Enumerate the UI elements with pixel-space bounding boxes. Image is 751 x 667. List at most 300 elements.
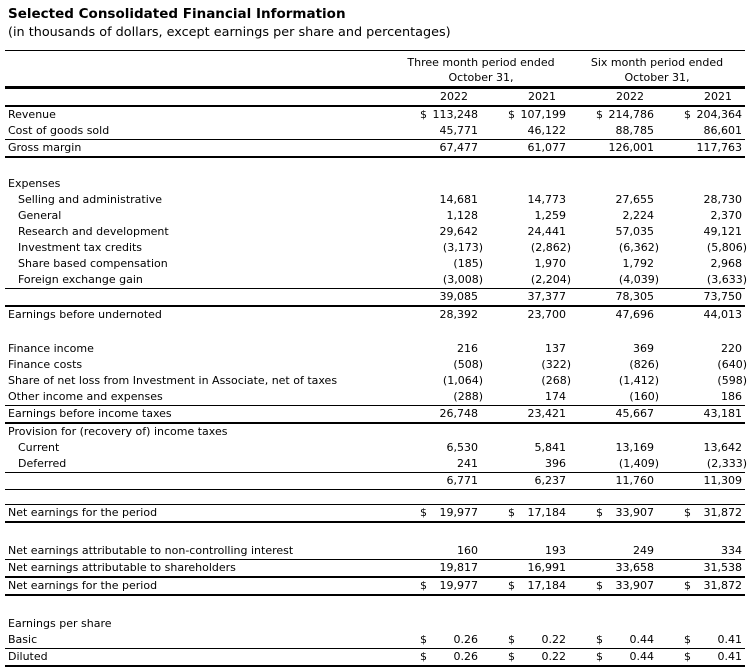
currency-symbol: $ — [684, 108, 691, 121]
value-cell — [657, 560, 745, 576]
value-cell — [569, 208, 657, 224]
value-text: 6,771 — [446, 474, 478, 487]
value-text: 1,259 — [534, 209, 566, 222]
value-cell — [657, 406, 745, 422]
value-text: 1,128 — [446, 209, 478, 222]
row-label: Revenue — [8, 108, 56, 121]
value-cell — [481, 505, 569, 521]
value-cell — [657, 389, 745, 405]
value-text: 160 — [457, 544, 478, 557]
row-label: Deferred — [18, 457, 67, 470]
value-cell — [481, 560, 569, 576]
value-cell — [481, 373, 569, 389]
value-cell — [657, 373, 745, 389]
value-text: 44,013 — [703, 308, 742, 321]
value-cell — [393, 632, 481, 648]
year-header: 2022 — [616, 90, 644, 103]
value-text: (640) — [717, 358, 747, 371]
value-cell — [657, 578, 745, 594]
value-cell — [393, 289, 481, 305]
row-label: Diluted — [8, 650, 48, 663]
value-text: 249 — [633, 544, 654, 557]
value-text: 137 — [545, 342, 566, 355]
value-cell — [569, 289, 657, 305]
value-text: 193 — [545, 544, 566, 557]
table-row — [5, 341, 745, 357]
value-text: 27,655 — [615, 193, 654, 206]
value-cell — [393, 224, 481, 240]
value-cell — [657, 341, 745, 357]
spacer-row — [5, 596, 745, 616]
value-text: 0.26 — [453, 633, 478, 646]
value-cell — [393, 424, 481, 440]
row-label: Net earnings attributable to non-controlling interest — [8, 544, 294, 557]
value-cell — [393, 406, 481, 422]
value-cell — [657, 473, 745, 489]
value-text: 67,477 — [439, 141, 478, 154]
value-cell — [393, 123, 481, 139]
value-cell — [393, 649, 481, 665]
value-text: (3,008) — [442, 273, 483, 286]
value-cell — [569, 224, 657, 240]
value-text: 1,970 — [534, 257, 566, 270]
row-label: Net earnings for the period — [8, 506, 158, 519]
value-text: 369 — [633, 342, 654, 355]
currency-symbol: $ — [684, 579, 691, 592]
value-text: 126,001 — [608, 141, 654, 154]
value-cell — [393, 473, 481, 489]
value-cell — [569, 649, 657, 665]
value-text: 1,792 — [622, 257, 654, 270]
spacer-row — [5, 158, 745, 176]
table-row — [5, 504, 745, 523]
section-header-row — [5, 176, 745, 192]
value-text: 2,968 — [710, 257, 742, 270]
table-row — [5, 473, 745, 490]
value-cell — [393, 560, 481, 576]
value-cell — [481, 208, 569, 224]
value-cell — [481, 649, 569, 665]
table-row — [5, 389, 745, 406]
value-text: 2,370 — [710, 209, 742, 222]
value-cell — [393, 140, 481, 156]
header-spacer-cell — [5, 55, 393, 70]
value-cell — [657, 123, 745, 139]
value-text: 0.44 — [629, 633, 654, 646]
header-spacer-cell — [5, 89, 393, 105]
row-label: Share of net loss from Investment in Associate, net of taxes — [8, 374, 338, 387]
value-text: (322) — [541, 358, 571, 371]
value-cell — [569, 456, 657, 472]
value-cell — [481, 406, 569, 422]
value-cell — [657, 357, 745, 373]
table-header — [5, 50, 745, 107]
value-cell — [657, 192, 745, 208]
column-group-headers — [5, 51, 745, 89]
table-row — [5, 456, 745, 473]
value-text: (2,333) — [706, 457, 747, 470]
table-row — [5, 289, 745, 307]
value-text: 23,700 — [527, 308, 566, 321]
value-cell — [393, 208, 481, 224]
row-label: Selling and administrative — [18, 193, 163, 206]
value-cell — [657, 616, 745, 632]
page-title: Selected Consolidated Financial Information — [8, 6, 346, 22]
value-cell — [657, 543, 745, 559]
value-text: 24,441 — [527, 225, 566, 238]
value-cell — [569, 240, 657, 256]
value-cell — [481, 473, 569, 489]
value-text: 13,642 — [703, 441, 742, 454]
table-row — [5, 440, 745, 456]
value-text: 14,681 — [439, 193, 478, 206]
value-cell — [657, 632, 745, 648]
table-row — [5, 240, 745, 256]
value-text: 241 — [457, 457, 478, 470]
row-label: Net earnings attributable to shareholders — [8, 561, 236, 574]
value-text: 61,077 — [527, 141, 566, 154]
table-body — [5, 107, 745, 667]
row-label — [5, 473, 393, 489]
row-label: Gross margin — [8, 141, 82, 154]
value-cell — [657, 107, 745, 123]
value-cell — [569, 505, 657, 521]
value-cell — [393, 341, 481, 357]
table-row — [5, 307, 745, 323]
value-cell — [393, 307, 481, 323]
value-cell — [657, 272, 745, 288]
currency-symbol: $ — [508, 579, 515, 592]
value-text: 26,748 — [439, 407, 478, 420]
value-text: (826) — [629, 358, 659, 371]
value-text: (185) — [453, 257, 483, 270]
value-cell — [569, 192, 657, 208]
value-cell — [481, 307, 569, 323]
header-spacer-cell — [5, 70, 393, 86]
spacer-row — [5, 323, 745, 341]
value-text: 28,392 — [439, 308, 478, 321]
currency-symbol: $ — [420, 633, 427, 646]
value-cell — [481, 272, 569, 288]
value-cell — [481, 256, 569, 272]
value-text: (160) — [629, 390, 659, 403]
value-cell — [481, 240, 569, 256]
value-text: 0.44 — [629, 650, 654, 663]
value-text: 186 — [721, 390, 742, 403]
value-cell — [481, 192, 569, 208]
table-row — [5, 208, 745, 224]
value-text: 29,642 — [439, 225, 478, 238]
value-text: 11,309 — [703, 474, 742, 487]
value-text: (288) — [453, 390, 483, 403]
row-label: Basic — [8, 633, 38, 646]
value-text: 31,538 — [703, 561, 742, 574]
value-text: 19,817 — [439, 561, 478, 574]
table-row — [5, 123, 745, 140]
column-group-subtitle-six-month: October 31, — [624, 71, 690, 84]
row-label: General — [18, 209, 62, 222]
value-cell — [393, 389, 481, 405]
row-label — [5, 289, 393, 305]
table-row — [5, 632, 745, 649]
value-cell — [481, 341, 569, 357]
value-cell — [657, 289, 745, 305]
value-cell — [481, 357, 569, 373]
value-text: 19,977 — [439, 579, 478, 592]
currency-symbol: $ — [508, 633, 515, 646]
value-text: 88,785 — [615, 124, 654, 137]
value-cell — [569, 123, 657, 139]
value-cell — [481, 224, 569, 240]
value-cell — [569, 616, 657, 632]
column-group-title-row — [5, 55, 745, 70]
row-label: Earnings before undernoted — [8, 308, 162, 321]
row-label: Research and development — [18, 225, 169, 238]
value-text: 33,907 — [615, 506, 654, 519]
value-cell — [393, 192, 481, 208]
value-text: 0.22 — [541, 633, 566, 646]
value-cell — [481, 632, 569, 648]
value-cell — [393, 616, 481, 632]
value-cell — [657, 140, 745, 156]
row-label: Share based compensation — [18, 257, 168, 270]
value-cell — [569, 107, 657, 123]
value-cell — [569, 543, 657, 559]
value-text: 47,696 — [615, 308, 654, 321]
value-text: 0.41 — [717, 650, 742, 663]
value-text: 0.22 — [541, 650, 566, 663]
row-label: Earnings per share — [8, 617, 112, 630]
value-text: (1,064) — [442, 374, 483, 387]
value-text: (508) — [453, 358, 483, 371]
value-text: 334 — [721, 544, 742, 557]
currency-symbol: $ — [596, 650, 603, 663]
value-text: 17,184 — [527, 506, 566, 519]
value-text: 57,035 — [615, 225, 654, 238]
value-cell — [569, 632, 657, 648]
currency-symbol: $ — [596, 633, 603, 646]
value-cell — [657, 256, 745, 272]
value-text: 39,085 — [439, 290, 478, 303]
value-cell — [657, 456, 745, 472]
value-text: 216 — [457, 342, 478, 355]
value-text: 73,750 — [703, 290, 742, 303]
currency-symbol: $ — [596, 108, 603, 121]
value-cell — [569, 473, 657, 489]
value-cell — [393, 456, 481, 472]
value-text: 6,530 — [446, 441, 478, 454]
value-text: 86,601 — [703, 124, 742, 137]
value-text: 28,730 — [703, 193, 742, 206]
value-cell — [481, 424, 569, 440]
value-cell — [393, 256, 481, 272]
value-cell — [393, 543, 481, 559]
currency-symbol: $ — [508, 650, 515, 663]
value-cell — [569, 176, 657, 192]
value-text: 31,872 — [703, 579, 742, 592]
table-row — [5, 543, 745, 560]
value-cell — [569, 341, 657, 357]
value-cell — [393, 176, 481, 192]
value-text: 220 — [721, 342, 742, 355]
currency-symbol: $ — [420, 506, 427, 519]
value-cell — [657, 440, 745, 456]
value-text: (6,362) — [618, 241, 659, 254]
value-text: 31,872 — [703, 506, 742, 519]
value-cell — [481, 107, 569, 123]
value-cell — [569, 440, 657, 456]
value-cell — [481, 176, 569, 192]
value-text: (268) — [541, 374, 571, 387]
currency-symbol: $ — [596, 579, 603, 592]
value-cell — [569, 272, 657, 288]
currency-symbol: $ — [684, 506, 691, 519]
table-row — [5, 357, 745, 373]
value-cell — [393, 107, 481, 123]
value-text: 33,658 — [615, 561, 654, 574]
value-cell — [481, 456, 569, 472]
section-header-row — [5, 616, 745, 632]
value-cell — [569, 256, 657, 272]
value-text: (2,204) — [530, 273, 571, 286]
table-row — [5, 406, 745, 424]
value-text: 45,667 — [615, 407, 654, 420]
value-text: 214,786 — [608, 108, 654, 121]
value-cell — [481, 616, 569, 632]
value-text: 0.26 — [453, 650, 478, 663]
column-group-title-three-month: Three month period ended — [407, 56, 555, 69]
value-cell — [393, 272, 481, 288]
value-text: (5,806) — [706, 241, 747, 254]
table-row — [5, 649, 745, 667]
value-cell — [481, 440, 569, 456]
value-cell — [569, 578, 657, 594]
table-row — [5, 140, 745, 158]
section-header-row — [5, 424, 745, 440]
row-label: Finance costs — [8, 358, 83, 371]
value-cell — [569, 560, 657, 576]
value-text: (1,412) — [618, 374, 659, 387]
year-header: 2021 — [704, 90, 732, 103]
currency-symbol: $ — [596, 506, 603, 519]
value-text: 5,841 — [534, 441, 566, 454]
value-cell — [393, 505, 481, 521]
value-text: 43,181 — [703, 407, 742, 420]
value-cell — [481, 289, 569, 305]
value-text: (598) — [717, 374, 747, 387]
value-cell — [569, 140, 657, 156]
value-cell — [657, 649, 745, 665]
table-row — [5, 373, 745, 389]
year-header-row — [5, 89, 745, 107]
value-text: 19,977 — [439, 506, 478, 519]
currency-symbol: $ — [684, 650, 691, 663]
row-label: Provision for (recovery of) income taxes — [8, 425, 228, 438]
table-row — [5, 272, 745, 289]
value-cell — [657, 424, 745, 440]
row-label: Earnings before income taxes — [8, 407, 172, 420]
value-text: 78,305 — [615, 290, 654, 303]
value-cell — [393, 578, 481, 594]
value-text: 2,224 — [622, 209, 654, 222]
row-label: Investment tax credits — [18, 241, 143, 254]
value-text: (4,039) — [618, 273, 659, 286]
value-text: 45,771 — [439, 124, 478, 137]
value-text: 46,122 — [527, 124, 566, 137]
value-text: 16,991 — [527, 561, 566, 574]
value-text: (1,409) — [618, 457, 659, 470]
page-subtitle: (in thousands of dollars, except earnings per share and percentages) — [8, 25, 451, 40]
value-cell — [569, 389, 657, 405]
value-cell — [569, 424, 657, 440]
value-cell — [657, 307, 745, 323]
column-group-subtitle-row — [5, 70, 745, 86]
row-label: Net earnings for the period — [8, 579, 158, 592]
table-row — [5, 107, 745, 123]
financial-table — [5, 50, 745, 667]
value-text: 117,763 — [696, 141, 742, 154]
value-text: 17,184 — [527, 579, 566, 592]
value-text: 6,237 — [534, 474, 566, 487]
value-cell — [393, 440, 481, 456]
value-text: (3,633) — [706, 273, 747, 286]
value-text: 49,121 — [703, 225, 742, 238]
spacer-row — [5, 490, 745, 504]
row-label: Finance income — [8, 342, 94, 355]
spacer-row — [5, 523, 745, 543]
value-cell — [657, 208, 745, 224]
value-cell — [393, 373, 481, 389]
currency-symbol: $ — [420, 579, 427, 592]
value-cell — [393, 357, 481, 373]
value-cell — [657, 176, 745, 192]
value-text: 0.41 — [717, 633, 742, 646]
table-row — [5, 224, 745, 240]
currency-symbol: $ — [684, 633, 691, 646]
value-cell — [569, 406, 657, 422]
value-text: 13,169 — [615, 441, 654, 454]
value-text: 204,364 — [696, 108, 742, 121]
year-header: 2022 — [440, 90, 468, 103]
table-row — [5, 256, 745, 272]
value-text: 174 — [545, 390, 566, 403]
column-group-subtitle-three-month: October 31, — [448, 71, 514, 84]
row-label: Expenses — [8, 177, 61, 190]
table-row — [5, 578, 745, 596]
value-text: 396 — [545, 457, 566, 470]
value-cell — [569, 373, 657, 389]
currency-symbol: $ — [420, 650, 427, 663]
row-label: Current — [18, 441, 60, 454]
value-text: 33,907 — [615, 579, 654, 592]
value-text: 11,760 — [615, 474, 654, 487]
value-cell — [657, 240, 745, 256]
currency-symbol: $ — [508, 506, 515, 519]
value-cell — [569, 307, 657, 323]
value-cell — [481, 543, 569, 559]
value-text: 37,377 — [527, 290, 566, 303]
value-cell — [481, 123, 569, 139]
value-text: 107,199 — [520, 108, 566, 121]
currency-symbol: $ — [508, 108, 515, 121]
row-label: Foreign exchange gain — [18, 273, 143, 286]
value-text: 113,248 — [432, 108, 478, 121]
row-label: Cost of goods sold — [8, 124, 110, 137]
column-group-title-six-month: Six month period ended — [590, 56, 724, 69]
table-row — [5, 192, 745, 208]
value-cell — [657, 224, 745, 240]
value-text: 23,421 — [527, 407, 566, 420]
